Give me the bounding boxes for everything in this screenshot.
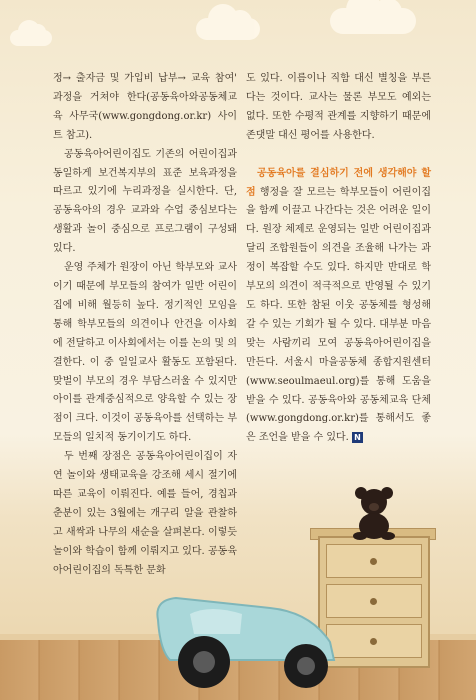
paragraph [246, 165, 431, 449]
paragraph: 정→ 출자금 및 가입비 납부→ 교육 참여' 과정을 거쳐야 한다(공동육아와공동체교육 사무국(www.gongdong.or.kr) 사이트 참고). [53, 73, 237, 141]
paragraph: 운영 주체가 원장이 아닌 학부모와 교사이기 때문에 부모들의 참여가 일반 어린이집에 비해 월등히 높다. 정기적인 모임을 통해 학부모들의 의견이나 안건을 이사회에 전달하고 이사회에서는 이를 논의 및 의결한다. 이 중 일일교사 활동도 포함된다. 맞벌이 부모의 경우 부담스러울 수 있지만 아이를 관계중심적으로 양육할 수 있는 장점이 크다. 이것이 공동육아를 선택하는 부모들의 일치적 동기이기도 하다. [53, 262, 237, 444]
knob-icon [370, 558, 377, 565]
toy-car-icon [150, 580, 340, 692]
left-column [53, 70, 237, 580]
paragraph: 두 번째 장점은 공동육아어린이집이 자연 놀이와 생태교육을 강조해 세시 절기에 따른 교육이 이뤄진다. 예를 들어, 경칩과 춘분이 있는 3월에는 개구리 알을 관찰하고 새싹과 나무의 새순을 살펴본다. 이렇듯 놀이와 학습이 함께 이뤄지고 있다. 공동육아어린이집의 독특한 문화 [53, 451, 237, 576]
paragraph: 도 있다. 이름이나 직함 대신 별칭을 부른다는 것이다. 교사는 물론 부모도 예외는 없다. 또한 수평적 관계를 지향하기 때문에 존댓말 대신 평어를 사용한다. [246, 73, 431, 141]
cloud-decoration [330, 8, 416, 34]
drawer [326, 544, 422, 578]
drawer [326, 584, 422, 618]
knob-icon [370, 598, 377, 605]
drawer [326, 624, 422, 658]
section-heading: 공동육아를 결심하기 전에 생각해야 할 점 [246, 167, 431, 198]
paragraph-body: 행정을 잘 모르는 학부모들이 어린이집을 함께 이끌고 나간다는 것은 어려운 일이다. 원장 체제로 운영되는 일반 어린이집과 달리 조합원들이 의견을 조율해 나가는 과정이 복잡할 수도 있다. 하지만 반대로 학부모의 의견이 적극적으로 반영될 수 있기도 하다. 또한 참된 이웃 공동체를 형성해갈 수 있는 기회가 될 수 있다. 대부분 마음 맞는 사람끼리 모여 공동육아어린이집을 만든다. 서울시 마을공동체 종합지원센터(www.seoulmaeul.org)를 통해 도움을 받을 수 있다. 공동육아와 공동체교육 단체(www.gongdong.or.kr)를 통해서도 좋은 조언을 받을 수 있다. [246, 186, 431, 444]
cloud-decoration [196, 18, 260, 40]
teddy-bear-icon [350, 484, 398, 540]
cloud-decoration [10, 30, 52, 46]
end-mark-icon: N [352, 432, 363, 443]
right-column [246, 70, 431, 448]
knob-icon [370, 638, 377, 645]
paragraph: 공동육아어린이집도 기존의 어린이집과 동일하게 보건복지부의 표준 보육과정을 따르고 있기에 누리과정을 실시한다. 단, 공동육아의 경우 교과와 수업 중심보다는 생활과 놀이 중심으로 프로그램이 구성돼 있다. [53, 148, 237, 255]
